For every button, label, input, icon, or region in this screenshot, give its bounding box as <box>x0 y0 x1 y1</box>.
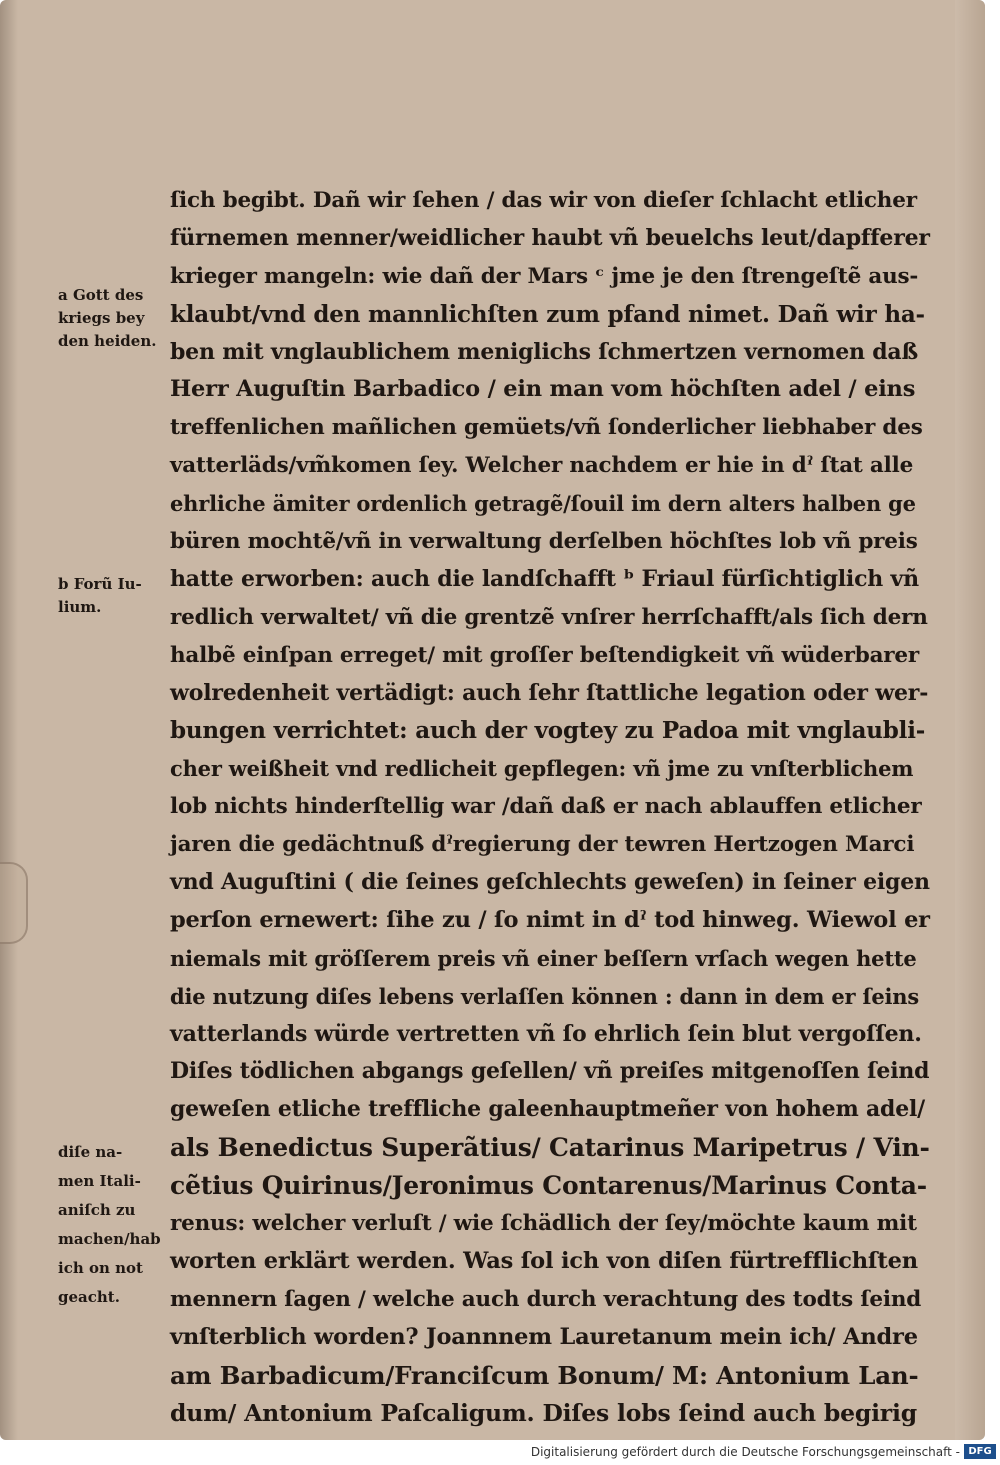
marginal-note-b-line: b Forũ Iu- <box>58 575 142 593</box>
text-line: cẽtius Quirinus/Jeronimus Contarenus/Marinus Conta- <box>170 1171 927 1201</box>
text-line: ben mit vnglaublichem meniglichs ſchmertzen vernomen daß <box>170 338 918 365</box>
text-line: klaubt/vnd den mannlichſten zum pfand nimet. Dañ wir ha- <box>170 300 925 328</box>
text-line: redlich verwaltet/ vñ die grentzẽ vnſrer herrſchafft/als ſich dern <box>170 604 928 630</box>
text-line: hatte erworben: auch die landſchafft ᵇ Friaul fürſichtiglich vñ <box>170 565 919 592</box>
text-line: bungen verrichtet: auch der vogtey zu Padoa mit vnglaubli- <box>170 717 926 745</box>
funding-credit: Digitalisierung gefördert durch die Deutsche Forschungsgemeinschaft - <box>530 1445 960 1459</box>
digitization-footer <box>0 1440 1000 1465</box>
marginal-note-a-line: kriegs bey <box>58 309 145 327</box>
page-edge-tab <box>0 862 28 944</box>
text-line: fürnemen menner/weidlicher haubt vñ beuelchs leut/dapfferer <box>170 224 930 251</box>
text-line: renus: welcher verluſt / wie ſchädlich der ſey/möchte kaum mit <box>170 1211 917 1237</box>
marginal-note-c-line: geacht. <box>58 1288 120 1306</box>
dfg-logo: DFG <box>964 1444 996 1459</box>
text-line: ehrliche ämiter ordenlich getragẽ/ſouil im dern alters halben ge <box>170 491 916 517</box>
marginal-note-c-line: men Itali- <box>58 1172 141 1190</box>
text-line: niemals mit gröſſerem preis vñ einer beſſern vrſach wegen hette <box>170 945 917 971</box>
text-line: jaren die gedächtnuß dˀregierung der tewren Hertzogen Marci <box>170 832 915 858</box>
marginal-note-a-line: a Gott des <box>58 286 144 304</box>
body-text <box>170 182 930 1432</box>
marginal-note-c-line: aniſch zu <box>58 1201 136 1219</box>
text-line: Diſes tödlichen abgangs geſellen/ vñ preiſes mitgenoſſen ſeind <box>170 1058 930 1085</box>
text-line: die nutzung diſes lebens verlaſſen können : dann in dem er ſeins <box>170 983 919 1009</box>
text-line: als Benedictus Superãtius/ Catarinus Maripetrus / Vin- <box>170 1133 930 1163</box>
text-line: vatterlands würde vertretten vñ ſo ehrlich ſein blut vergoſſen. <box>170 1020 922 1047</box>
text-line: geweſen etliche treffliche galeenhauptmeñer von hohem adel/ <box>170 1096 926 1123</box>
text-line: worten erklärt werden. Was ſol ich von diſen fürtrefflichſten <box>170 1247 918 1274</box>
text-line: am Barbadicum/Franciſcum Bonum/ M: Antonium Lan- <box>170 1360 919 1390</box>
marginal-note-a-line: den heiden. <box>58 332 157 350</box>
page-gutter-shadow <box>0 0 18 1440</box>
text-line: Herr Auguſtin Barbadico / ein man vom höchſten adel / eins <box>170 376 916 403</box>
marginal-note-b <box>58 573 173 619</box>
text-line: büren mochtẽ/vñ in verwaltung derſelben höchſtes lob vñ preis <box>170 529 918 555</box>
text-line: vnd Auguſtini ( die ſeines geſchlechts geweſen) in ſeiner eigen <box>170 869 930 896</box>
text-line: mennern ſagen / welche auch durch verachtung des todts ſeind <box>170 1286 922 1312</box>
text-line: krieger mangeln: wie dañ der Mars ᶜ jme je den ſtrengeſtẽ aus- <box>170 263 919 289</box>
text-line: perſon ernewert: ſihe zu / ſo nimt in dˀ tod hinweg. Wiewol er <box>170 906 930 933</box>
marginal-note-c <box>58 1138 173 1312</box>
text-line: vnſterblich worden? Joannnem Lauretanum mein ich/ Andre <box>170 1323 918 1350</box>
text-line: treffenlichen mañlichen gemüets/vñ ſonderlicher liebhaber des <box>170 415 923 441</box>
text-line: halbẽ einſpan erreget/ mit groſſer beſtendigkeit vñ wüderbarer <box>170 642 920 668</box>
text-line: ſich begibt. Dañ wir ſehen / das wir von dieſer ſchlacht etlicher <box>170 188 917 213</box>
text-line: cher weißheit vnd redlicheit gepflegen: vñ jme zu vnſterblichem <box>170 756 914 782</box>
text-line: lob nichts hinderſtellig war /dañ daß er nach ablauffen etlicher <box>170 794 922 820</box>
text-line: wolredenheit vertädigt: auch ſehr ſtattliche legation oder wer- <box>170 679 929 706</box>
text-line: vatterläds/vm̃komen ſey. Welcher nachdem er hie in dˀ ſtat alle <box>170 453 914 479</box>
marginal-note-a <box>58 284 173 353</box>
text-line: dum/ Antonium Paſcaligum. Diſes lobs ſeind auch begirig <box>170 1398 917 1427</box>
marginal-note-b-line: lium. <box>58 598 102 616</box>
marginal-note-c-line: machen/hab <box>58 1230 161 1248</box>
marginal-note-c-line: diſe na- <box>58 1143 123 1161</box>
marginal-note-c-line: ich on not <box>58 1259 143 1277</box>
